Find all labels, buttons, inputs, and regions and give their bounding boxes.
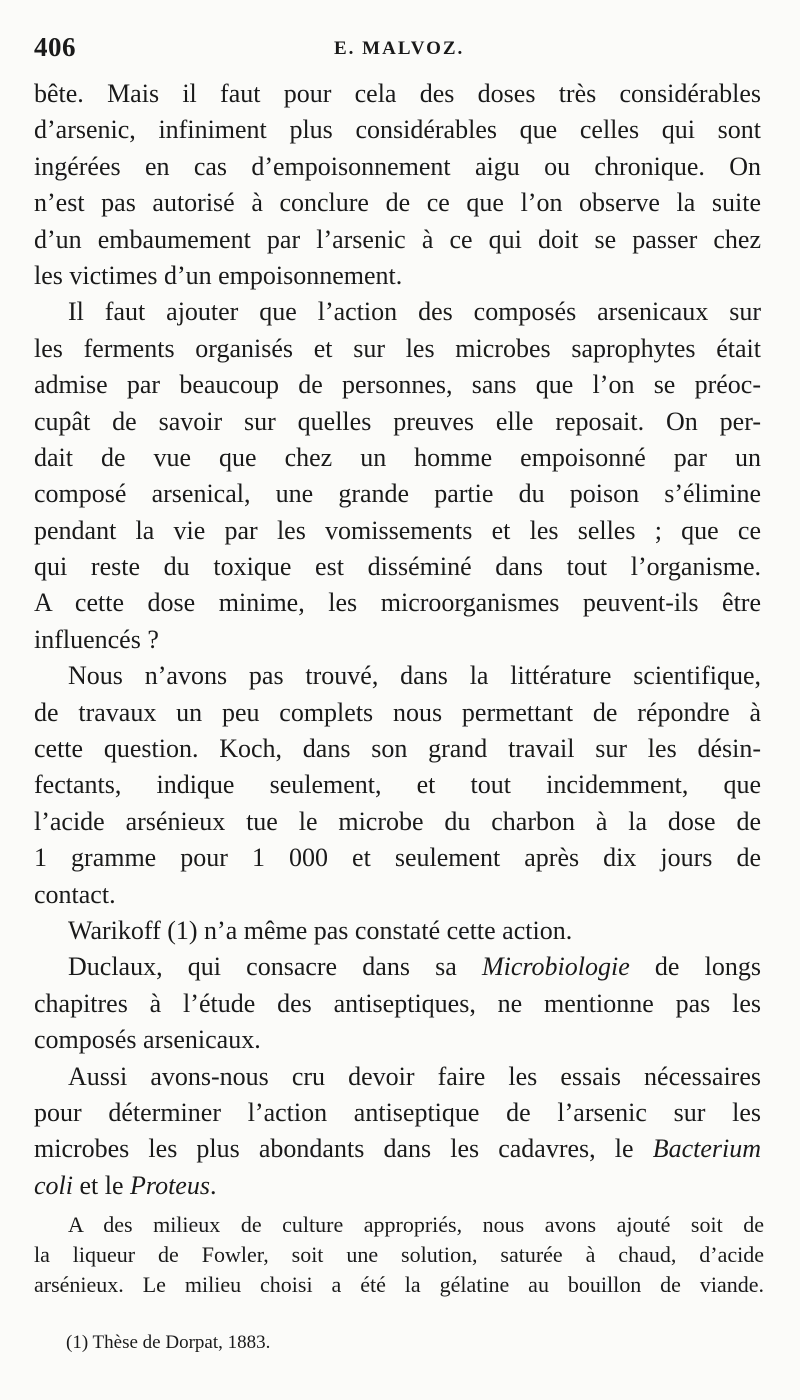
text-line: pour déterminer l’action antiseptique de l’arsenic sur les (34, 1097, 761, 1127)
text-line (34, 1168, 761, 1204)
small-text-line: A des milieux de culture appropriés, nous avons ajouté soit de (68, 1212, 764, 1237)
text-line: de travaux un peu complets nous permettant de répondre à (34, 697, 761, 727)
species-name-italic: coli (34, 1170, 73, 1200)
text-line: Nous n’avons pas trouvé, dans la littérature scientifique, (68, 661, 761, 691)
text-line: contact. (34, 879, 116, 909)
text-line: fectants, indique seulement, et tout incidemment, que (34, 770, 761, 800)
text-line (34, 949, 761, 985)
text-run: de longs (629, 952, 761, 982)
page-header (34, 28, 764, 68)
text-run: et le (73, 1170, 131, 1200)
text-line: cette question. Koch, dans son grand travail sur les désin- (34, 734, 761, 764)
text-line: les victimes d’un empoisonnement. (34, 260, 403, 290)
body-text (34, 76, 761, 1204)
small-print-paragraph (34, 1210, 764, 1300)
text-line: l’acide arsénieux tue le microbe du charbon à la dose de (34, 806, 761, 836)
text-line: chapitres à l’étude des antiseptiques, ne mentionne pas les (34, 988, 761, 1018)
running-head: E. MALVOZ. (334, 38, 465, 59)
text-line: A cette dose minime, les microorganismes peuvent-ils être (34, 588, 761, 618)
text-line: pendant la vie par les vomissements et les selles ; que ce (34, 515, 761, 545)
text-line (34, 1131, 761, 1167)
text-line: d’un embaumement par l’arsenic à ce qui doit se passer chez (34, 224, 761, 254)
text-line: composé arsenical, une grande partie du poison s’élimine (34, 479, 761, 509)
text-line: qui reste du toxique est disséminé dans tout l’organisme. (34, 552, 761, 582)
text-line: Warikoff (1) n’a même pas constaté cette action. (68, 915, 573, 945)
book-title-italic: Microbiologie (481, 952, 630, 982)
text-run: Duclaux, qui consacre dans sa (68, 952, 482, 982)
text-run: . (209, 1170, 217, 1200)
text-line: 1 gramme pour 1 000 et seulement après dix jours de (34, 843, 761, 873)
text-line: ingérées en cas d’empoisonnement aigu ou chronique. On (34, 151, 761, 181)
small-text-line: arsénieux. Le milieu choisi a été la gélatine au bouillon de viande. (34, 1272, 764, 1297)
species-name-italic: Bacterium (652, 1134, 761, 1164)
text-line: d’arsenic, infiniment plus considérables que celles qui sont (34, 115, 761, 145)
footnote: (1) Thèse de Dorpat, 1883. (66, 1332, 271, 1353)
text-line: dait de vue que chez un homme empoisonné par un (34, 442, 761, 472)
text-line: n’est pas autorisé à conclure de ce que l’on observe la suite (34, 188, 761, 218)
text-run: microbes les plus abondants dans les cadavres, le (34, 1134, 653, 1164)
text-line: influencés ? (34, 624, 159, 654)
text-line: composés arsenicaux. (34, 1025, 261, 1055)
species-name-italic: Proteus (130, 1170, 210, 1200)
text-line: bête. Mais il faut pour cela des doses très considérables (34, 79, 761, 108)
text-line: Aussi avons-nous cru devoir faire les essais nécessaires (68, 1061, 761, 1091)
text-line: Il faut ajouter que l’action des composés arsenicaux sur (68, 297, 761, 327)
text-line: cupât de savoir sur quelles preuves elle reposait. On per- (34, 406, 761, 436)
text-line: admise par beaucoup de personnes, sans que l’on se préoc- (34, 370, 761, 400)
text-line: les ferments organisés et sur les microbes saprophytes était (34, 333, 761, 363)
page-number: 406 (34, 32, 76, 62)
small-text-line: la liqueur de Fowler, soit une solution, saturée à chaud, d’acide (34, 1242, 764, 1267)
